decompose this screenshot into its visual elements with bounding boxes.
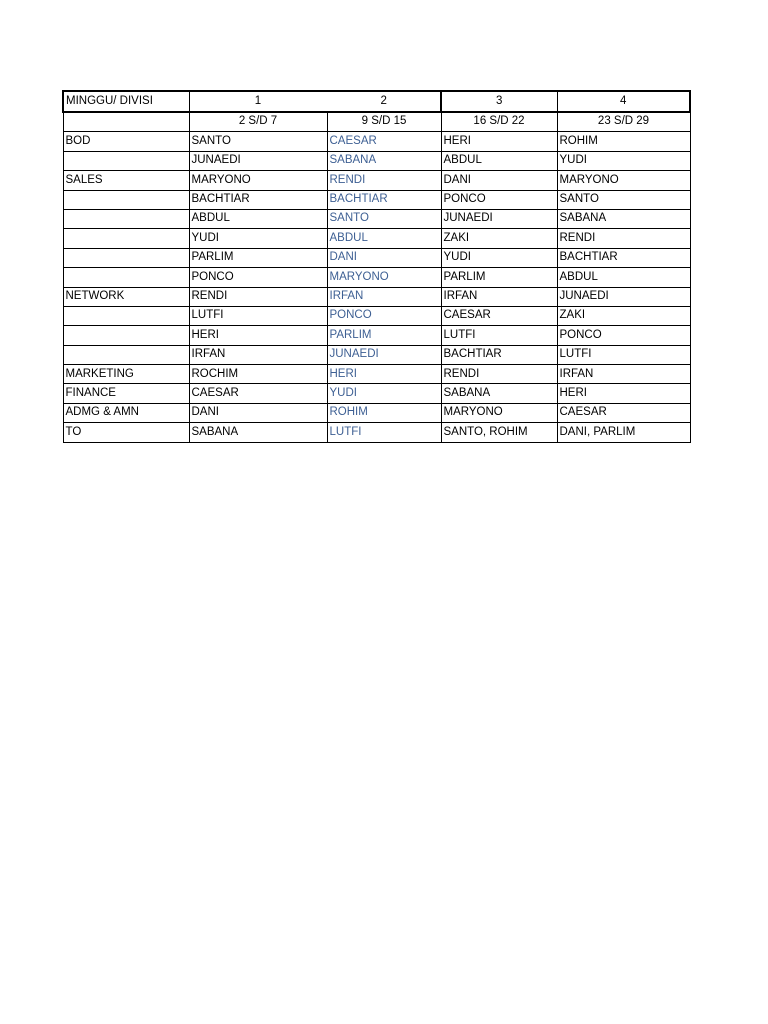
week-2-cell[interactable]: CAESAR (327, 132, 441, 151)
week-3-cell[interactable]: RENDI (441, 365, 557, 384)
week-4-cell[interactable]: SANTO (557, 190, 690, 209)
week-1-cell[interactable]: JUNAEDI (189, 151, 327, 170)
week-number-1[interactable]: 1 (189, 91, 327, 112)
week-2-cell[interactable]: DANI (327, 248, 441, 267)
schedule-row (63, 151, 690, 170)
week-3-cell[interactable]: JUNAEDI (441, 209, 557, 228)
week-4-cell[interactable]: IRFAN (557, 365, 690, 384)
week-4-cell[interactable]: HERI (557, 384, 690, 403)
schedule-row (63, 306, 690, 325)
week-4-cell[interactable]: SABANA (557, 209, 690, 228)
week-1-cell[interactable]: PARLIM (189, 248, 327, 267)
schedule-body (63, 91, 690, 442)
week-3-cell[interactable]: MARYONO (441, 403, 557, 422)
week-1-cell[interactable]: IRFAN (189, 345, 327, 364)
division-cell[interactable]: SALES (63, 171, 189, 190)
week-2-cell[interactable]: BACHTIAR (327, 190, 441, 209)
week-1-cell[interactable]: DANI (189, 403, 327, 422)
week-2-cell[interactable]: SANTO (327, 209, 441, 228)
week-1-cell[interactable]: SABANA (189, 423, 327, 442)
division-cell[interactable]: NETWORK (63, 287, 189, 306)
week-1-cell[interactable]: MARYONO (189, 171, 327, 190)
week-2-cell[interactable]: HERI (327, 365, 441, 384)
schedule-row (63, 248, 690, 267)
week-3-cell[interactable]: IRFAN (441, 287, 557, 306)
header-row-weeks (63, 91, 690, 112)
week-number-2[interactable]: 2 (327, 91, 441, 112)
week-3-cell[interactable]: PARLIM (441, 268, 557, 287)
division-cell[interactable] (63, 268, 189, 287)
schedule-row (63, 287, 690, 306)
week-1-cell[interactable]: YUDI (189, 229, 327, 248)
week-1-cell[interactable]: RENDI (189, 287, 327, 306)
week-2-cell[interactable]: IRFAN (327, 287, 441, 306)
division-cell[interactable]: FINANCE (63, 384, 189, 403)
division-cell[interactable] (63, 345, 189, 364)
division-cell[interactable] (63, 209, 189, 228)
week-3-cell[interactable]: DANI (441, 171, 557, 190)
schedule-row (63, 171, 690, 190)
division-cell[interactable] (63, 248, 189, 267)
week-3-cell[interactable]: ABDUL (441, 151, 557, 170)
week-3-cell[interactable]: BACHTIAR (441, 345, 557, 364)
header-label[interactable]: MINGGU/ DIVISI (63, 91, 189, 112)
schedule-row (63, 403, 690, 422)
week-number-4[interactable]: 4 (557, 91, 690, 112)
schedule-row (63, 423, 690, 442)
week-4-cell[interactable]: ROHIM (557, 132, 690, 151)
schedule-row (63, 326, 690, 345)
schedule-row (63, 132, 690, 151)
week-3-cell[interactable]: PONCO (441, 190, 557, 209)
week-3-cell[interactable]: SANTO, ROHIM (441, 423, 557, 442)
week-4-cell[interactable]: ZAKI (557, 306, 690, 325)
week-1-cell[interactable]: SANTO (189, 132, 327, 151)
division-cell[interactable] (63, 326, 189, 345)
week-4-cell[interactable]: ABDUL (557, 268, 690, 287)
week-range-1[interactable]: 2 S/D 7 (189, 112, 327, 132)
week-4-cell[interactable]: BACHTIAR (557, 248, 690, 267)
week-2-cell[interactable]: MARYONO (327, 268, 441, 287)
week-2-cell[interactable]: RENDI (327, 171, 441, 190)
week-2-cell[interactable]: JUNAEDI (327, 345, 441, 364)
week-4-cell[interactable]: DANI, PARLIM (557, 423, 690, 442)
week-2-cell[interactable]: ROHIM (327, 403, 441, 422)
week-3-cell[interactable]: HERI (441, 132, 557, 151)
schedule-row (63, 384, 690, 403)
division-cell[interactable] (63, 306, 189, 325)
week-1-cell[interactable]: HERI (189, 326, 327, 345)
week-1-cell[interactable]: PONCO (189, 268, 327, 287)
week-4-cell[interactable]: CAESAR (557, 403, 690, 422)
division-cell[interactable]: MARKETING (63, 365, 189, 384)
header-row-ranges (63, 112, 690, 132)
schedule-row (63, 345, 690, 364)
division-cell[interactable]: BOD (63, 132, 189, 151)
division-cell[interactable] (63, 229, 189, 248)
week-2-cell[interactable]: ABDUL (327, 229, 441, 248)
week-3-cell[interactable]: YUDI (441, 248, 557, 267)
schedule-row (63, 190, 690, 209)
schedule-row (63, 229, 690, 248)
week-4-cell[interactable]: MARYONO (557, 171, 690, 190)
week-2-cell[interactable]: SABANA (327, 151, 441, 170)
week-2-cell[interactable]: PARLIM (327, 326, 441, 345)
week-1-cell[interactable]: CAESAR (189, 384, 327, 403)
schedule-row (63, 365, 690, 384)
week-range-3[interactable]: 16 S/D 22 (441, 112, 557, 132)
week-2-cell[interactable]: PONCO (327, 306, 441, 325)
division-cell[interactable]: ADMG & AMN (63, 403, 189, 422)
division-cell[interactable] (63, 190, 189, 209)
week-4-cell[interactable]: LUTFI (557, 345, 690, 364)
week-1-cell[interactable]: BACHTIAR (189, 190, 327, 209)
week-4-cell[interactable]: YUDI (557, 151, 690, 170)
week-3-cell[interactable]: ZAKI (441, 229, 557, 248)
week-4-cell[interactable]: JUNAEDI (557, 287, 690, 306)
week-1-cell[interactable]: ABDUL (189, 209, 327, 228)
schedule-row (63, 209, 690, 228)
week-4-cell[interactable]: PONCO (557, 326, 690, 345)
division-cell[interactable]: TO (63, 423, 189, 442)
week-3-cell[interactable]: LUTFI (441, 326, 557, 345)
week-range-4[interactable]: 23 S/D 29 (557, 112, 690, 132)
week-1-cell[interactable]: ROCHIM (189, 365, 327, 384)
week-4-cell[interactable]: RENDI (557, 229, 690, 248)
week-1-cell[interactable]: LUTFI (189, 306, 327, 325)
week-3-cell[interactable]: SABANA (441, 384, 557, 403)
schedule-row (63, 268, 690, 287)
week-range-2[interactable]: 9 S/D 15 (327, 112, 441, 132)
week-3-cell[interactable]: CAESAR (441, 306, 557, 325)
division-cell[interactable] (63, 151, 189, 170)
duty-schedule-table (62, 90, 691, 443)
range-blank-cell[interactable] (63, 112, 189, 132)
week-2-cell[interactable]: LUTFI (327, 423, 441, 442)
week-2-cell[interactable]: YUDI (327, 384, 441, 403)
week-number-3[interactable]: 3 (441, 91, 557, 112)
